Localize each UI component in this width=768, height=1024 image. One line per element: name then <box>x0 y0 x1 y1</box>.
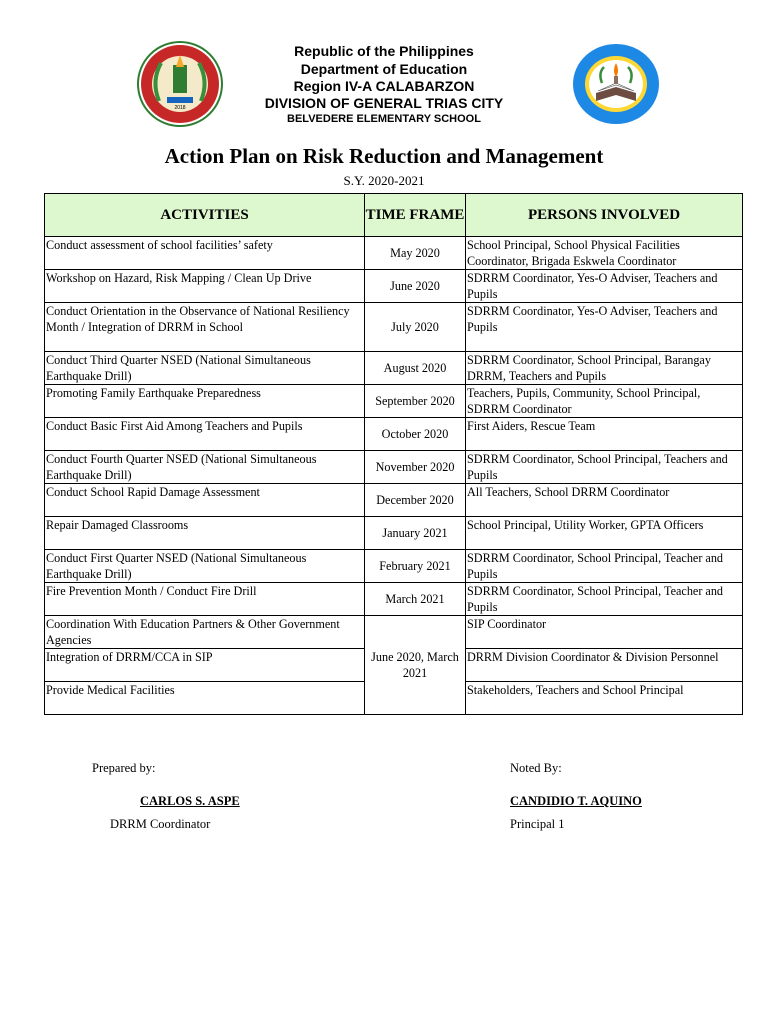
table-row <box>45 385 743 418</box>
activity-cell: Promoting Family Earthquake Preparedness <box>45 385 365 418</box>
table-row <box>45 303 743 352</box>
header-republic: Republic of the Philippines <box>294 43 474 59</box>
time-frame-cell: March 2021 <box>365 583 466 616</box>
noted-by-name: CANDIDIO T. AQUINO <box>510 794 642 808</box>
time-frame-cell: July 2020 <box>365 303 466 352</box>
persons-cell: SDRRM Coordinator, Yes-O Adviser, Teachers and Pupils <box>466 303 743 352</box>
document-title: Action Plan on Risk Reduction and Management <box>164 144 604 168</box>
time-frame-cell: December 2020 <box>365 484 466 517</box>
header-activities: ACTIVITIES <box>45 194 365 237</box>
school-seal-logo <box>572 43 660 125</box>
time-frame-cell: January 2021 <box>365 517 466 550</box>
time-frame-cell: October 2020 <box>365 418 466 451</box>
activity-cell: Conduct assessment of school facilities’ safety <box>45 237 365 270</box>
activity-cell: Conduct First Quarter NSED (National Simultaneous Earthquake Drill) <box>45 550 365 583</box>
table-row <box>45 418 743 451</box>
header-persons-involved: PERSONS INVOLVED <box>466 194 743 237</box>
noted-by-label: Noted By: <box>510 761 562 775</box>
persons-cell: DRRM Division Coordinator & Division Personnel <box>466 649 743 682</box>
table-row <box>45 270 743 303</box>
activity-cell: Conduct Third Quarter NSED (National Simultaneous Earthquake Drill) <box>45 352 365 385</box>
table-row <box>45 616 743 649</box>
table-row <box>45 550 743 583</box>
persons-cell: School Principal, Utility Worker, GPTA Officers <box>466 517 743 550</box>
prepared-by-label: Prepared by: <box>92 761 156 775</box>
header-department: Department of Education <box>300 61 468 77</box>
persons-cell: School Principal, School Physical Facilities Coordinator, Brigada Eskwela Coordinator <box>466 237 743 270</box>
time-frame-cell: May 2020 <box>365 237 466 270</box>
merged-time-frame-cell: June 2020, March 2021 <box>365 616 466 715</box>
table-header-row <box>45 194 743 237</box>
prepared-by-name: CARLOS S. ASPE <box>140 794 240 808</box>
table-row <box>45 583 743 616</box>
persons-cell: SIP Coordinator <box>466 616 743 649</box>
activity-cell: Conduct School Rapid Damage Assessment <box>45 484 365 517</box>
persons-cell: Stakeholders, Teachers and School Principal <box>466 682 743 715</box>
activity-cell: Conduct Fourth Quarter NSED (National Simultaneous Earthquake Drill) <box>45 451 365 484</box>
persons-cell: SDRRM Coordinator, School Principal, Teacher and Pupils <box>466 583 743 616</box>
persons-cell: SDRRM Coordinator, School Principal, Teacher and Pupils <box>466 550 743 583</box>
header-time-frame: TIME FRAME <box>365 194 466 237</box>
activity-cell: Repair Damaged Classrooms <box>45 517 365 550</box>
activity-cell: Integration of DRRM/CCA in SIP <box>45 649 365 682</box>
action-plan-table <box>44 193 743 715</box>
time-frame-cell: June 2020 <box>365 270 466 303</box>
table-row <box>45 237 743 270</box>
activity-cell: Coordination With Education Partners & Other Government Agencies <box>45 616 365 649</box>
time-frame-cell: February 2021 <box>365 550 466 583</box>
header-division: DIVISION OF GENERAL TRIAS CITY <box>264 95 504 111</box>
table-row <box>45 451 743 484</box>
time-frame-cell: November 2020 <box>365 451 466 484</box>
activity-cell: Conduct Orientation in the Observance of National Resiliency Month / Integration of DRRM in School <box>45 303 365 352</box>
svg-text:2018: 2018 <box>174 105 186 111</box>
time-frame-cell: September 2020 <box>365 385 466 418</box>
table-row <box>45 517 743 550</box>
prepared-by-title: DRRM Coordinator <box>110 817 211 831</box>
persons-cell: Teachers, Pupils, Community, School Principal, SDRRM Coordinator <box>466 385 743 418</box>
persons-cell: SDRRM Coordinator, School Principal, Teachers and Pupils <box>466 451 743 484</box>
activity-cell: Workshop on Hazard, Risk Mapping / Clean Up Drive <box>45 270 365 303</box>
school-year: S.Y. 2020-2021 <box>343 173 425 188</box>
table-row <box>45 484 743 517</box>
persons-cell: SDRRM Coordinator, School Principal, Barangay DRRM, Teachers and Pupils <box>466 352 743 385</box>
persons-cell: First Aiders, Rescue Team <box>466 418 743 451</box>
noted-by-title: Principal 1 <box>510 817 565 831</box>
persons-cell: All Teachers, School DRRM Coordinator <box>466 484 743 517</box>
time-frame-cell: August 2020 <box>365 352 466 385</box>
activity-cell: Provide Medical Facilities <box>45 682 365 715</box>
persons-cell: SDRRM Coordinator, Yes-O Adviser, Teachers and Pupils <box>466 270 743 303</box>
table-row <box>45 352 743 385</box>
header-school: BELVEDERE ELEMENTARY SCHOOL <box>287 113 481 125</box>
activity-cell: Fire Prevention Month / Conduct Fire Drill <box>45 583 365 616</box>
activity-cell: Conduct Basic First Aid Among Teachers and Pupils <box>45 418 365 451</box>
header-region: Region IV-A CALABARZON <box>293 78 475 94</box>
